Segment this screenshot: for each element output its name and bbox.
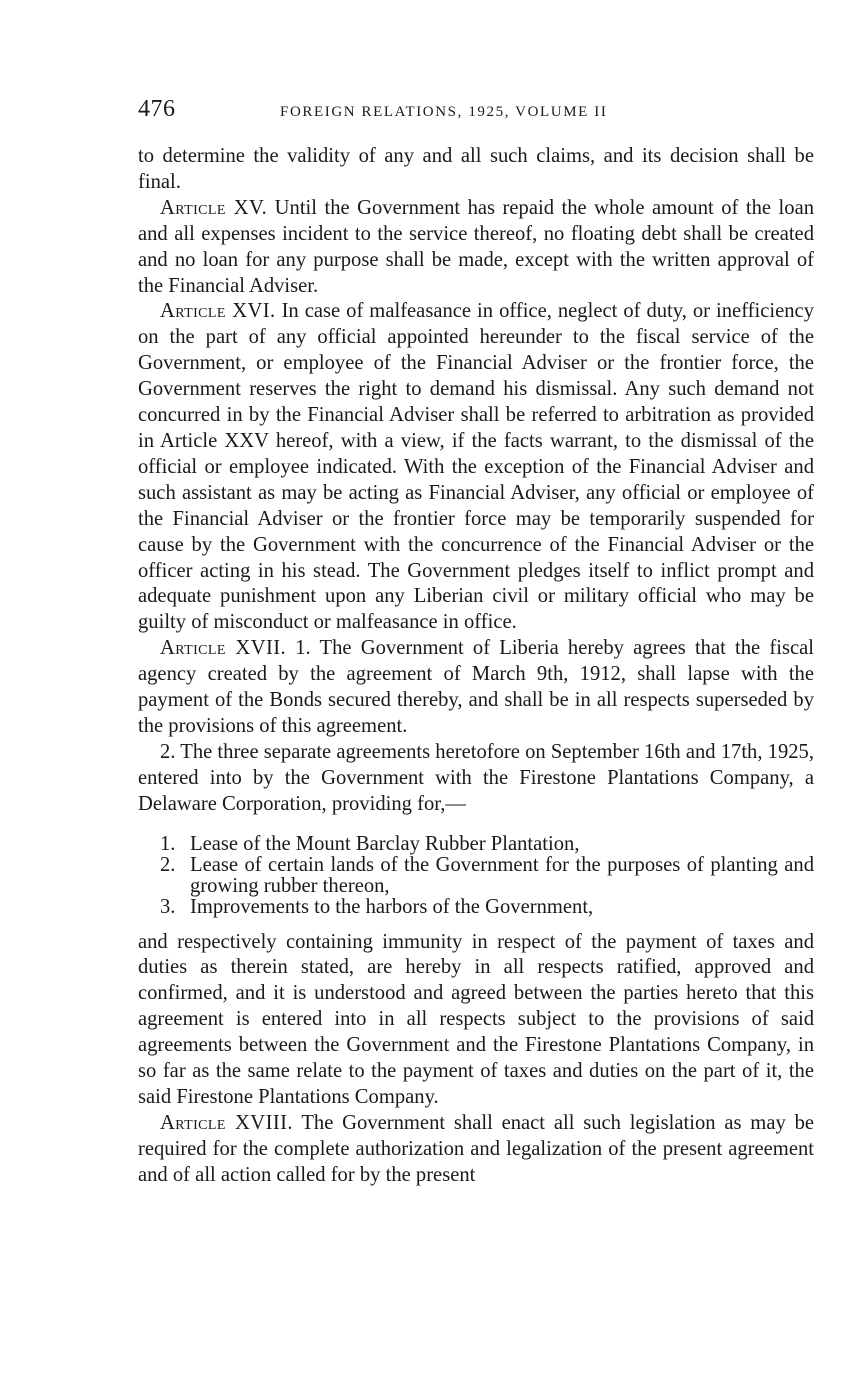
page-number: 476	[138, 96, 176, 122]
article-xv-paragraph	[138, 196, 814, 300]
list-item-text: Lease of certain lands of the Government for the purposes of planting and growing rubber thereon,	[190, 853, 814, 897]
document-page	[138, 96, 814, 1189]
list-item	[160, 834, 814, 855]
paragraph-continuation: to determine the validity of any and all such claims, and its decision shall be final.	[138, 145, 814, 193]
article-text: 1. The Government of Liberia hereby agrees that the fiscal agency created by the agreement of March 9th, 1912, shall lapse with the payment of the Bonds secured thereby, and shall be in all respects superseded by the provisions of this agreement.	[138, 637, 814, 737]
list-item	[160, 897, 814, 918]
article-xvii-paragraph	[138, 636, 814, 740]
article-xvi-paragraph	[138, 299, 814, 636]
list-item-number: 2.	[160, 853, 176, 876]
article-label: Article XVII.	[160, 637, 287, 660]
article-xviii-paragraph	[138, 1111, 814, 1189]
list-item	[160, 855, 814, 897]
page-header	[138, 96, 814, 130]
article-text: Until the Government has repaid the whole amount of the loan and all expenses incident to the service thereof, no floating debt shall be created and no loan for any purpose shall be made, except with the written approval of the Financial Adviser.	[138, 196, 815, 297]
list-item-number: 3.	[160, 895, 176, 918]
article-xvii-clause-2: 2. The three separate agreements heretofore on September 16th and 17th, 1925, entered into by the Government with the Firestone Plantations Company, a Delaware Corporation, providing for,—	[138, 740, 814, 815]
article-label: Article XVIII.	[160, 1111, 293, 1134]
article-text: In case of malfeasance in office, neglect of duty, or inefficiency on the part of any official appointed hereunder to the fiscal service of the Government, or employee of the Financial Adviser or the frontier force, the Government reserves the right to demand his dismissal. Any such demand not concurred in by the Financial Adviser shall be referred to arbitration as provided in Article XXV hereof, with a view, if the facts warrant, to the dismissal of the official or employee indicated. With the exception of the Financial Adviser and such assistant as may be acting as Financial Adviser, any official or employee of the Financial Adviser or the frontier force may be temporarily suspended for cause by the Government with the concurrence of the Financial Adviser or the officer acting in his stead. The Government pledges itself to inflict prompt and adequate punishment upon any Liberian civil or military official who may be guilty of misconduct or malfeasance in office.	[138, 300, 814, 634]
running-head: FOREIGN RELATIONS, 1925, VOLUME II	[280, 104, 608, 120]
agreements-list	[138, 834, 814, 918]
article-label: Article XV.	[160, 196, 268, 219]
article-text: The Government shall enact all such legislation as may be required for the complete authorization and legalization of the present agreement and of all action called for by the present	[138, 1111, 815, 1186]
article-label: Article XVI.	[160, 300, 276, 323]
list-item-text: Improvements to the harbors of the Government,	[190, 895, 594, 918]
body-text	[138, 144, 814, 1189]
list-item-text: Lease of the Mount Barclay Rubber Plantation,	[190, 832, 580, 855]
list-item-number: 1.	[160, 832, 176, 855]
clause-2-continuation: and respectively containing immunity in respect of the payment of taxes and duties as therein stated, are hereby in all respects ratified, approved and confirmed, and it is understood and agreed between the parties hereto that this agreement is entered into in all respects subject to the provisions of said agreements between the Government and the Firestone Plantations Company, in so far as the same relate to the payment of taxes and duties on the part of it, the said Firestone Plantations Company.	[138, 930, 814, 1108]
